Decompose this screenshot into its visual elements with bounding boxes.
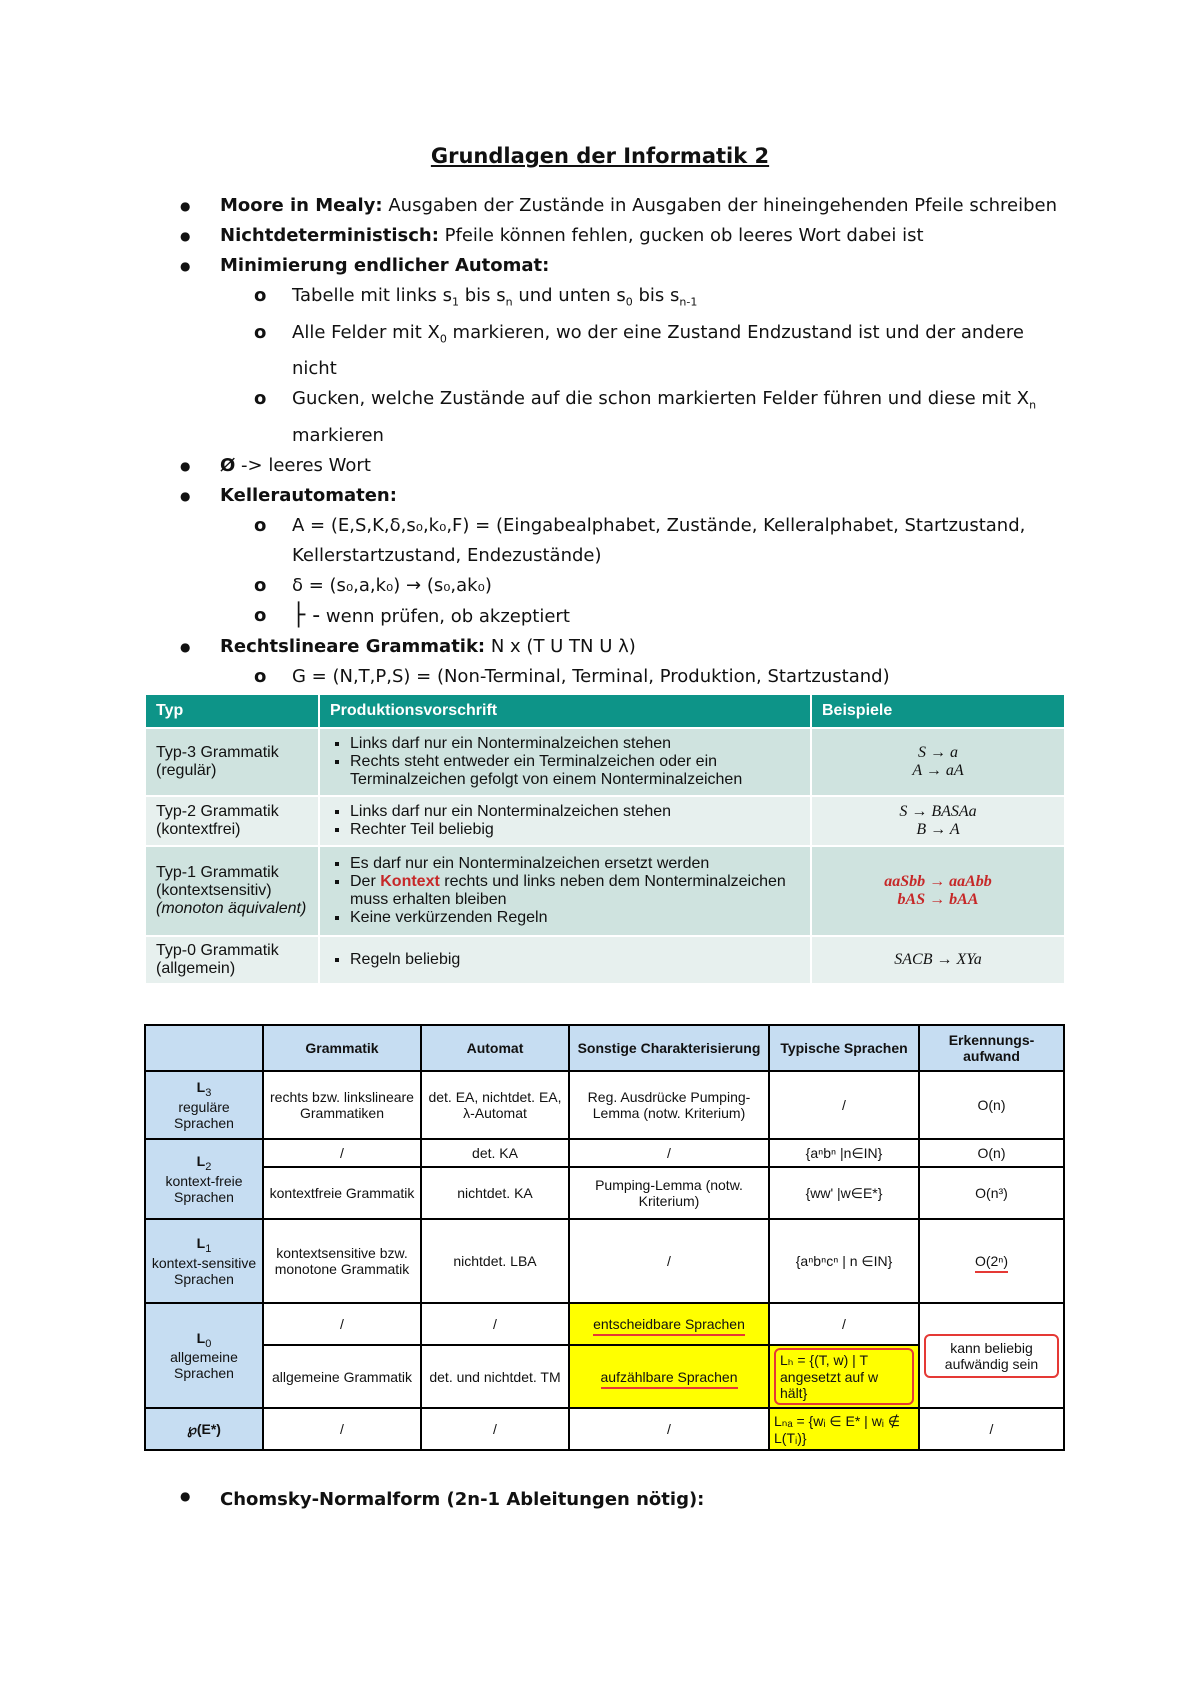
- table-row: $L_3$ reguläre Sprachen rechts bzw. linkslineare Grammatiken det. EA, nichtdet. EA, λ-Automat Reg. Ausdrücke Pumping-Lemma (notw. Kriterium) / O(n): [145, 1071, 1064, 1139]
- item-label: Rechtslineare Grammatik:: [220, 635, 486, 657]
- chomsky-hierarchy-table: [144, 1024, 1065, 1451]
- sub-item: o δ = (s₀,a,k₀) → (s₀,ak₀): [180, 571, 1060, 601]
- page-title: Grundlagen der Informatik 2: [430, 144, 770, 168]
- chomsky-item: ● Chomsky-Normalform (2n-1 Ableitungen nötig):: [180, 1489, 704, 1510]
- list-item: [180, 451, 1060, 481]
- header-typ: Typ: [145, 694, 319, 728]
- table-row: $L_0$ allgemeine Sprachen / / entscheidbare Sprachen / kann beliebig aufwändig sein: [145, 1303, 1064, 1345]
- item-label: Moore in Mealy:: [220, 195, 383, 216]
- header-aufwand: Erkennungs-aufwand: [919, 1025, 1064, 1071]
- header-empty: [145, 1025, 263, 1071]
- sub-item: o ├ - wenn prüfen, ob akzeptiert: [180, 601, 1060, 632]
- item-text: N x (T U TN U λ): [485, 635, 636, 657]
- table-row: $L_1$ kontext-sensitive Sprachen kontextsensitive bzw. monotone Grammatik nichtdet. LBA / {aⁿbⁿcⁿ | n ∈IN} O(2ⁿ): [145, 1219, 1064, 1303]
- sub-item: o Gucken, welche Zustände auf die schon markierten Felder führen und diese mit $X_n$ markieren: [180, 384, 1060, 451]
- item-text: -> leeres Wort: [235, 454, 371, 476]
- sub-item: o Alle Felder mit $X_0$ markieren, wo der eine Zustand Endzustand ist und der andere nicht: [180, 318, 1060, 385]
- header-typische: Typische Sprachen: [769, 1025, 919, 1071]
- table-row: $L_2$ kontext-freie Sprachen / det. KA / {aⁿbⁿ |n∈IN} O(n): [145, 1139, 1064, 1167]
- item-text: Ausgaben der Zustände in Ausgaben der hineingehenden Pfeile schreiben: [388, 195, 1057, 216]
- list-item: [180, 221, 1060, 251]
- header-produktion: Produktionsvorschrift: [319, 694, 811, 728]
- item-label: Minimierung endlicher Automat:: [220, 255, 550, 276]
- item-label: Kellerautomaten:: [220, 484, 397, 506]
- highlight-box: kann beliebig aufwändig sein: [924, 1334, 1059, 1378]
- sub-item: o Tabelle mit links $s_1$ bis $s_n$ und unten $s_0$ bis $s_{n-1}$: [180, 281, 1060, 318]
- item-label: Nichtdeterministisch:: [220, 225, 439, 246]
- empty-set-symbol: Ø: [220, 454, 236, 476]
- table-row: Typ-2 Grammatik (kontextfrei) ▪ Links darf nur ein Nonterminalzeichen stehen ▪ Rechter Teil beliebig S → BASAa B → A: [145, 796, 1065, 846]
- list-item: [180, 632, 1060, 662]
- header-grammatik: Grammatik: [263, 1025, 421, 1071]
- list-item: [180, 251, 1060, 281]
- item-text: Pfeile können fehlen, gucken ob leeres Wort dabei ist: [444, 225, 924, 246]
- list-item: [180, 481, 1060, 511]
- header-beispiele: Beispiele: [811, 694, 1065, 728]
- table-row: Typ-0 Grammatik (allgemein) ▪ Regeln beliebig SACB → XYa: [145, 936, 1065, 984]
- table-row: allgemeine Grammatik det. und nichtdet. TM aufzählbare Sprachen Lₕ = {(T, w) | T angesetzt auf w hält}: [145, 1345, 1064, 1408]
- table-row: ℘(E*) / / / Lₙₐ = {wᵢ ∈ E* | wᵢ ∉ L(Tᵢ)} /: [145, 1408, 1064, 1450]
- table-row: Typ-3 Grammatik (regulär) ▪ Links darf nur ein Nonterminalzeichen stehen ▪ Rechts steht entweder ein Terminalzeichen oder ein Terminalzeichen gefolgt von einem Nonterminalzeichen S → a A → aA: [145, 728, 1065, 796]
- list-item: [180, 191, 1060, 221]
- sub-item: o G = (N,T,P,S) = (Non-Terminal, Terminal, Produktion, Startzustand): [180, 662, 1060, 692]
- header-sonstige: Sonstige Charakterisierung: [569, 1025, 769, 1071]
- grammar-type-table: [144, 693, 1066, 985]
- header-automat: Automat: [421, 1025, 569, 1071]
- notes-list: [180, 191, 1060, 692]
- sub-item: o A = (E,S,K,δ,s₀,k₀,F) = (Eingabealphabet, Zustände, Kelleralphabet, Startzustand, Kellerstartzustand, Endezustände): [180, 511, 1060, 571]
- table-row: Typ-1 Grammatik (kontextsensitiv) (monoton äquivalent) ▪ Es darf nur ein Nonterminalzeichen ersetzt werden ▪ Der Kontext rechts und links neben dem Nonterminalzeichen muss erhalten bleiben ▪ Keine verkürzenden Regeln aaSbb → aaAbb bAS → bAA: [145, 846, 1065, 936]
- table-row: kontextfreie Grammatik nichtdet. KA Pumping-Lemma (notw. Kriterium) {ww' |w∈E*} O(n³): [145, 1167, 1064, 1219]
